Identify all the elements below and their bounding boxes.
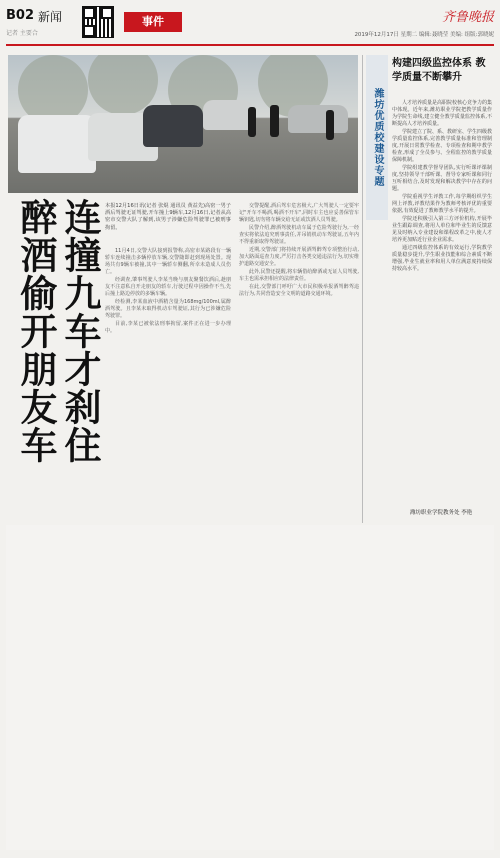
qr-code-icon [82,6,114,38]
section-tag: 事件 [124,12,182,32]
article-column-1 [105,248,231,336]
headline-main: 连撞九车才刹住 [58,198,101,464]
headline-secondary: 醉酒偷开朋友车 [14,198,57,464]
page-number: B02 [6,8,34,23]
article-paragraph: 交警提醒,酒后驾车危害极大,广大驾驶人一定要牢记"开车不喝酒,喝酒不开车",同时车主也应妥善保管车辆钥匙,切勿将车辆交给无证或饮酒人员驾驶。 [239,203,359,223]
sidebar-paragraph: 学院还积极引入第三方评价机构,开展毕业生跟踪调查,将用人单位和毕业生的反馈意见及时纳入专业建设和课程改革之中,使人才培养更加贴近行业企业需求。 [392,216,492,243]
section-name: 新闻 [38,10,63,24]
header-subline: 记者 主要合 [6,30,38,37]
article-paragraph: 民警介绍,醉酒驾驶机动车属于危险驾驶行为,一经查实将依法追究刑事责任,并吊销机动车驾驶证,五年内不得重新取得驾驶证。 [239,225,359,245]
newspaper-logo: 齐鲁晚报 [441,10,494,25]
article-paragraph: 目前,李某已被依法刑事拘留,案件正在进一步办理中。 [105,321,231,334]
article-paragraph: 在此,交警部门呼吁广大市民积极举报酒驾醉驾违法行为,共同营造安全文明的道路交通环境。 [239,284,359,297]
sidebar-paragraph: 人才培养质量是高职院校核心竞争力的集中体现。近年来,潍坊职业学院把教学质量作为学院生命线,建立健全教学质量监控体系,不断提高人才培养质量。 [392,100,493,127]
article-paragraph: 11月4日,交警大队接到报警称,高密市某路段有一辆轿车连续撞击多辆停放车辆,交警随即赶到现场处置。现场共有9辆车被撞,其中一辆轿车侧翻,所幸未造成人员伤亡。 [105,248,231,275]
issue-meta: 2019年12月17日 星期二 编辑:聂晓莹 美编: 组版:郭晓妮 [354,32,494,38]
sidebar-signature: 潍坊职业学院教务处 李艳 [410,510,473,516]
article-paragraph: 此外,民警还提醒,将车辆借给醉酒或无证人员驾驶,车主也需承担相应的法律责任。 [239,269,359,282]
sidebar-title: 构建四级监控体系 教学质量不断攀升 [392,58,486,83]
page-header [6,6,494,46]
blank-area [6,525,494,850]
article-paragraph: 经检测,李某血液中酒精含量为168mg/100ml,属醉酒驾驶。且李某未取得机动车驾驶证,其行为已涉嫌危险驾驶罪。 [105,299,231,319]
article-paragraph: 近期,交警部门将持续开展酒驾醉驾专项整治行动,加大路面巡查力度,严厉打击各类交通违法行为,切实维护道路交通安全。 [239,247,359,267]
header-rule [6,44,494,46]
sidebar-label: 潍坊优质校建设专题 [366,55,388,220]
sidebar-paragraph: 学院组建教学督导团队,实行听课评课制度,坚持领导干部听课、督导专家听课和同行互听相结合,及时发现和解决教学中存在的问题。 [392,165,492,192]
sidebar-body [392,100,492,274]
column-divider [362,55,363,523]
news-photo [8,55,358,193]
article-paragraph: 经调查,肇事驾驶人李某当晚与朋友聚餐饮酒后,趁朋友不注意私自开走朋友的轿车,行驶过程中因操作不当,先后撞上路边停放的多辆车辆。 [105,277,231,297]
sidebar-paragraph: 学院建立了院、系、教研室、学生四级教学质量监控体系,完善教学质量标准和管理制度,开展日常教学检查、专项检查和期中教学检查,形成了全员参与、全程监控的教学质量保障机制。 [392,129,493,163]
article-lead: 本报12月16日讯(记者 张焜 通讯员 黄益先)高密一男子酒后驾驶无证驾驶,开车撞上9辆车,12月16日,记者从高密市交警大队了解到,该男子涉嫌危险驾驶罪已被刑事拘留。 [105,203,231,231]
sidebar-paragraph: 通过四级监控体系的有效运行,学院教学质量稳步提升,学生职业技能和综合素质不断增强,毕业生就业率和用人单位满意度持续保持较高水平。 [392,245,492,272]
sidebar-paragraph: 学院重视学生评教工作,每学期组织学生网上评教,评教结果作为教师考核评优的重要依据,有效促进了教师教学水平的提升。 [392,194,492,214]
article-column-2 [239,203,359,299]
